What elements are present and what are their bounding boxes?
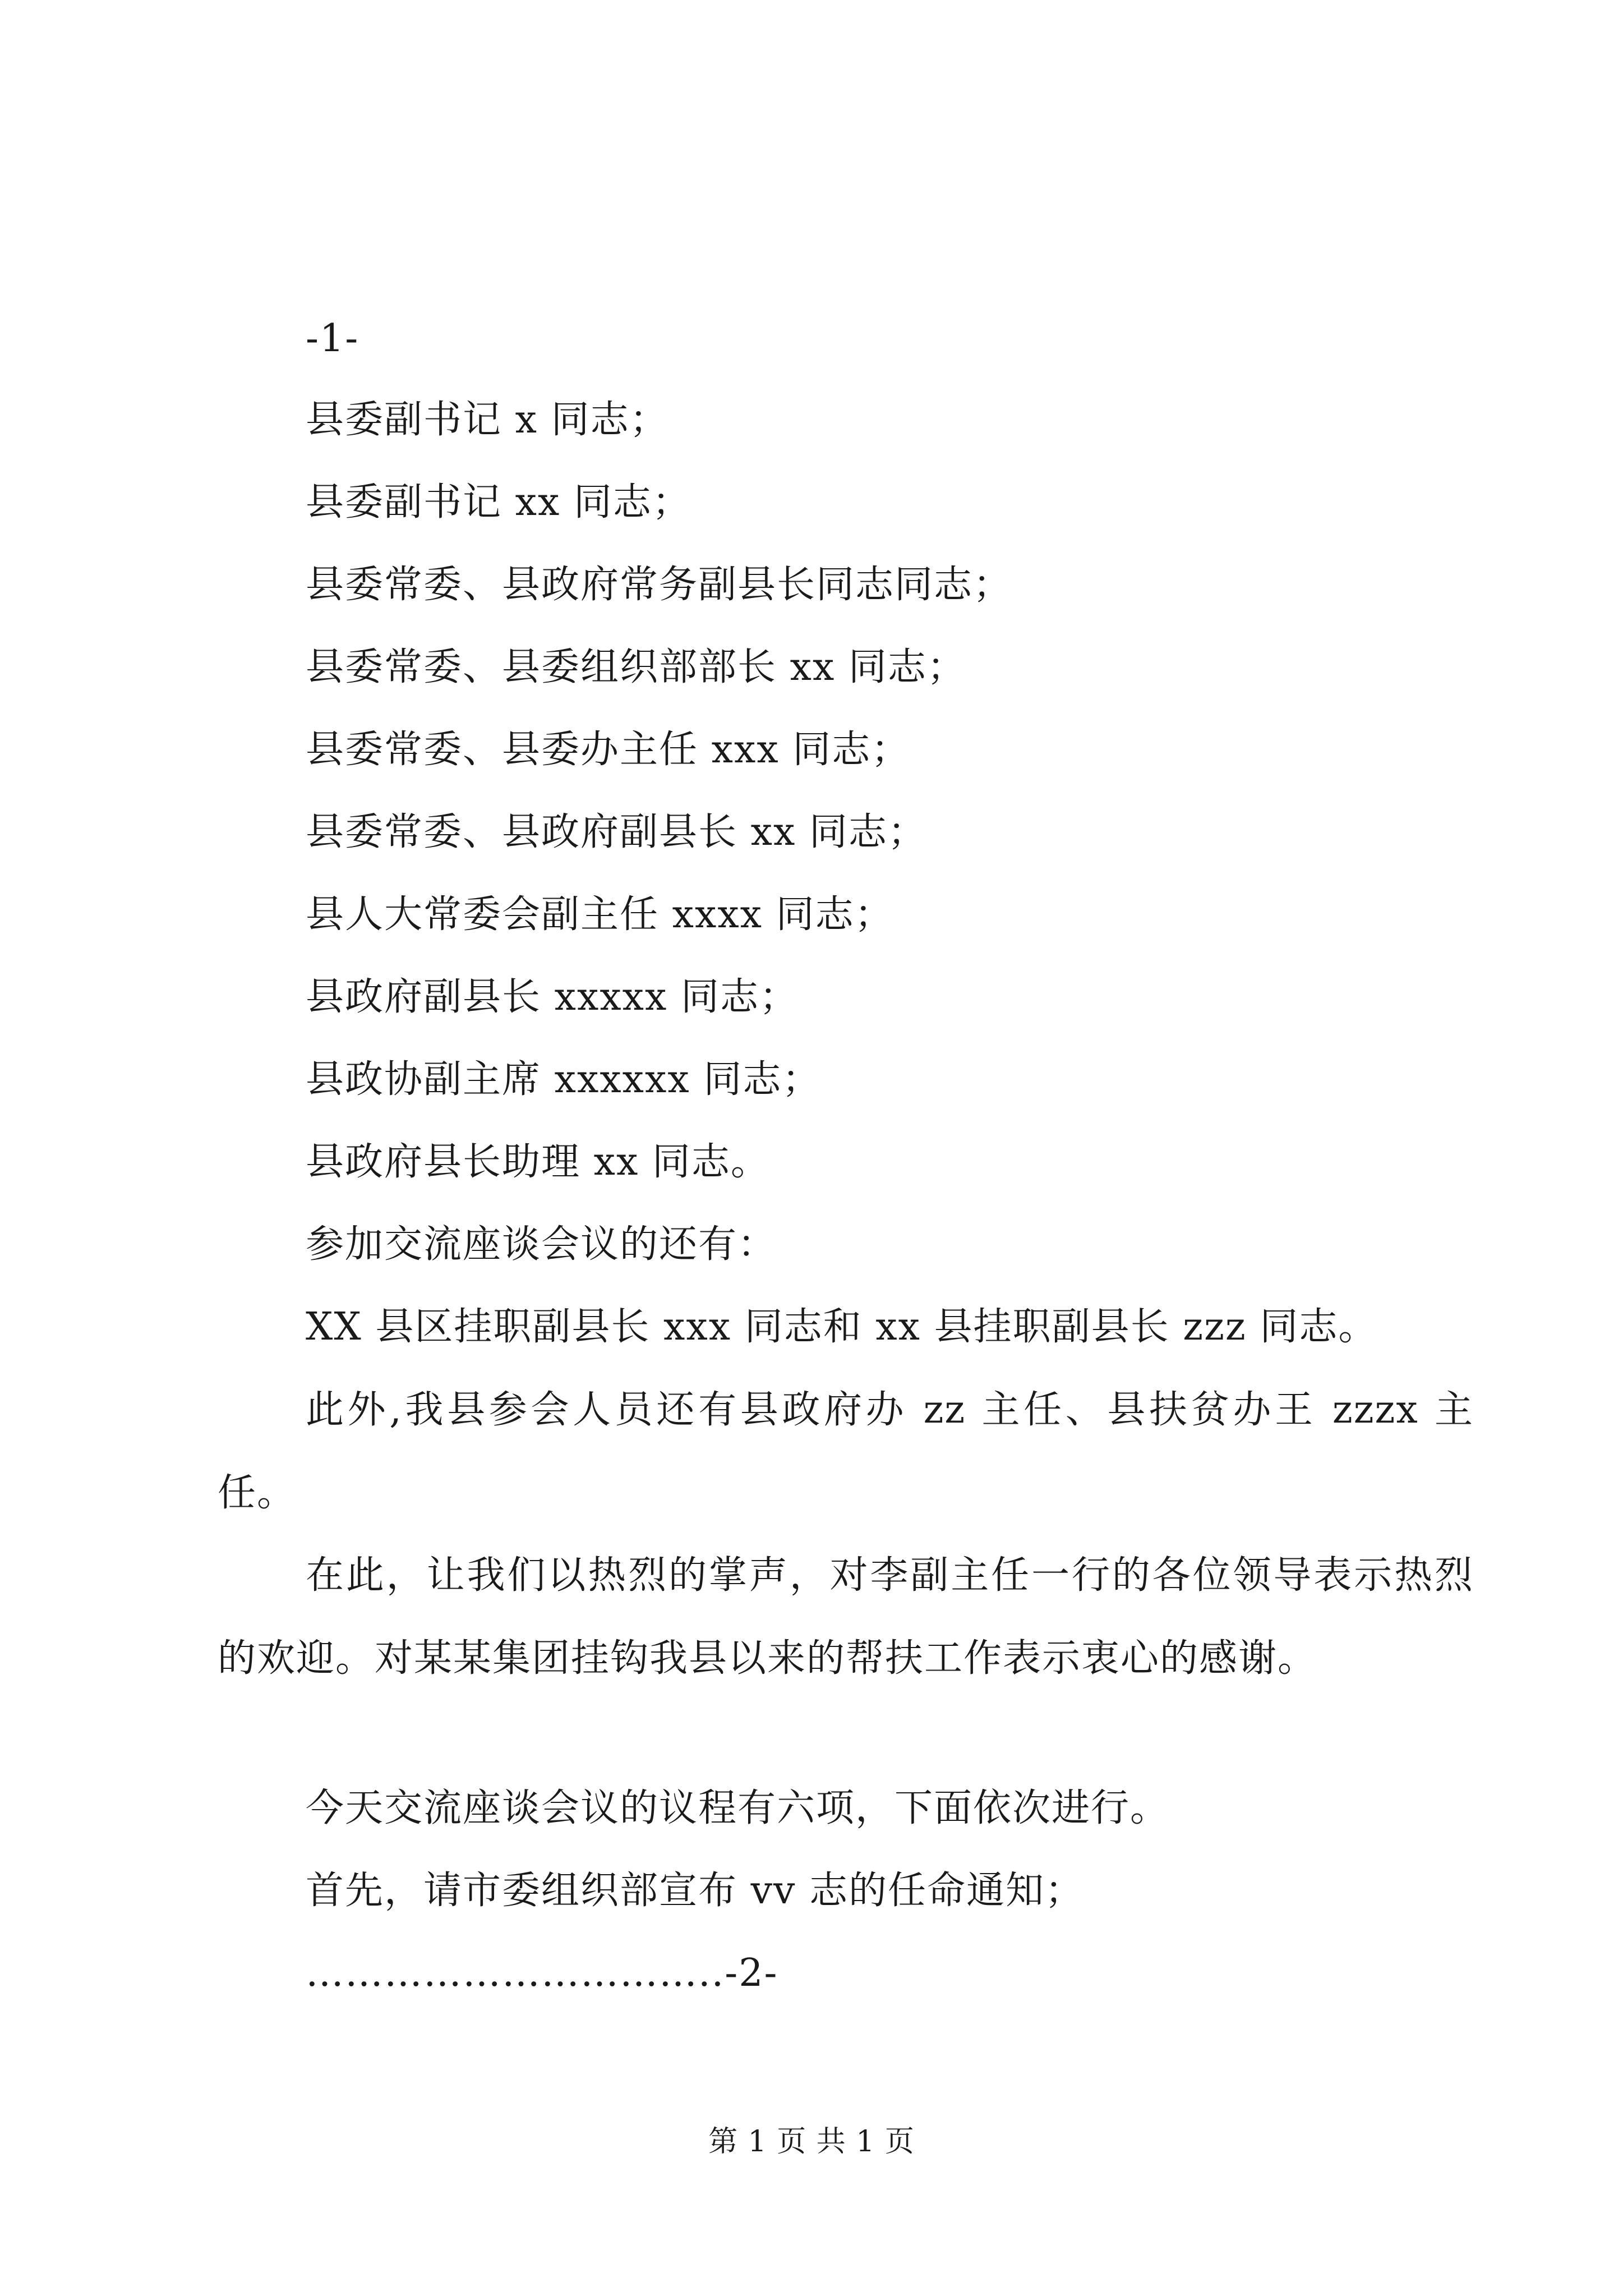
text-line: XX 县区挂职副县长 xxx 同志和 xx 县挂职副县长 zzz 同志。 <box>306 1305 1378 1349</box>
text-line: 县委常委、县政府常务副县长同志同志； <box>306 563 1013 607</box>
text-line: 县委常委、县委组织部部长 xx 同志； <box>306 645 966 689</box>
paragraph: 在此，让我们以热烈的掌声，对李副主任一行的各位领导表示热烈的欢迎。对某某集团挂钩我县以来的帮扶工作表示衷心的感谢。 <box>218 1553 1474 1681</box>
paragraph: 此外,我县参会人员还有县政府办 zz 主任、县扶贫办王 zzzx 主任。 <box>218 1388 1474 1515</box>
text-line: 首先，请市委组织部宣布 vv 志的任命通知； <box>306 1869 1085 1913</box>
page-footer: 第 1 页 共 1 页 <box>708 2125 915 2159</box>
text-line: 县委常委、县委办主任 xxx 同志； <box>306 728 911 772</box>
page-marker-top: -1- <box>306 316 359 361</box>
text-line: 县政协副主席 xxxxxx 同志； <box>306 1057 822 1102</box>
text-line: 县政府县长助理 xx 同志。 <box>306 1140 770 1184</box>
text-line: 县政府副县长 xxxxx 同志； <box>306 975 799 1019</box>
text-line: 今天交流座谈会议的议程有六项，下面依次进行。 <box>306 1786 1170 1830</box>
text-line: 县委常委、县政府副县长 xx 同志； <box>306 810 927 854</box>
text-line: 县人大常委会副主任 xxxx 同志； <box>306 892 894 937</box>
text-line: 县委副书记 x 同志； <box>306 398 669 442</box>
dotted-leader-line: …………………………..-2- <box>306 1951 778 1995</box>
text-line: 参加交流座谈会议的还有： <box>306 1222 777 1267</box>
text-line: 县委副书记 xx 同志； <box>306 480 691 524</box>
